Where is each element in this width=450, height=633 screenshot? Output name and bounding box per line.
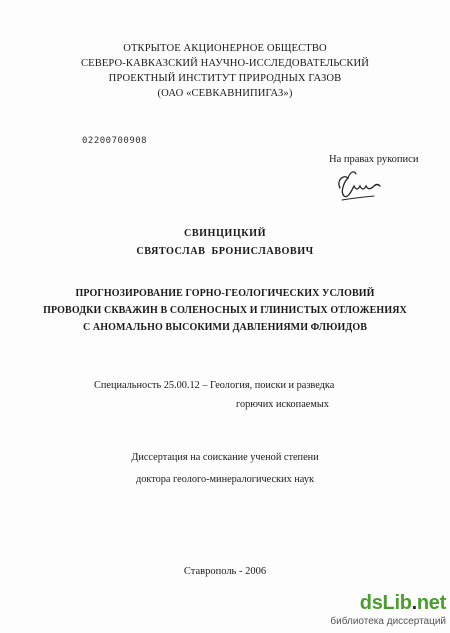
- author-block: [0, 225, 450, 261]
- organization-line: (ОАО «СЕВКАВНИПИГАЗ»): [157, 88, 293, 99]
- watermark-logo-main: dsLib: [359, 592, 412, 614]
- title-line: С АНОМАЛЬНО ВЫСОКИМИ ДАВЛЕНИЯМИ ФЛЮИДОВ: [82, 322, 368, 333]
- title-line: ПРОВОДКИ СКВАЖИН В СОЛЕНОСНЫХ И ГЛИНИСТЫХ ОТЛОЖЕНИЯХ: [43, 305, 407, 316]
- degree-block: [0, 447, 450, 491]
- specialty-line: Специальность 25.00.12 – Геология, поиски и разведка: [94, 380, 335, 391]
- watermark-logo-dot: .: [411, 592, 417, 614]
- registration-stamp: 02200700908: [82, 136, 148, 146]
- organization-line: ОТКРЫТОЕ АКЦИОНЕРНОЕ ОБЩЕСТВО: [123, 43, 327, 54]
- title-line: ПРОГНОЗИРОВАНИЕ ГОРНО-ГЕОЛОГИЧЕСКИХ УСЛОВИЙ: [75, 288, 375, 299]
- organization-line: СЕВЕРО-КАВКАЗСКИЙ НАУЧНО-ИССЛЕДОВАТЕЛЬСКИЙ: [80, 58, 370, 69]
- degree-line: Диссертация на соискание ученой степени: [131, 452, 319, 463]
- manuscript-rights-note: На правах рукописи: [329, 154, 419, 165]
- watermark-logo: [360, 592, 446, 615]
- city-year: Ставрополь - 2006: [183, 566, 267, 577]
- organization-header: [0, 41, 450, 101]
- watermark-logo-tld: net: [416, 592, 446, 614]
- site-watermark: [322, 590, 450, 633]
- degree-line: доктора геолого-минералогических наук: [135, 474, 315, 485]
- signature-icon: [334, 166, 382, 206]
- specialty-line-continuation: горючих ископаемых: [236, 399, 329, 410]
- watermark-subtitle: библиотека диссертаций: [330, 616, 446, 627]
- organization-line: ПРОЕКТНЫЙ ИНСТИТУТ ПРИРОДНЫХ ГАЗОВ: [108, 73, 342, 84]
- author-name: СВЯТОСЛАВ БРОНИСЛАВОВИЧ: [136, 246, 314, 257]
- dissertation-title: [0, 285, 450, 336]
- author-surname: СВИНЦИЦКИЙ: [183, 228, 266, 239]
